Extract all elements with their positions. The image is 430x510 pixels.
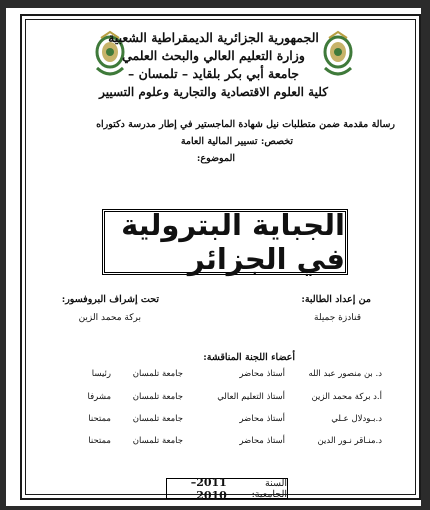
committee-row [6, 392, 421, 406]
academic-year-label: السنة الجامعية: [251, 477, 287, 500]
member-rank: أستاذ محاضر [239, 414, 285, 424]
ministry-heading: وزارة التعليم العالي والبحث العلمي [122, 48, 305, 63]
specialization: تخصص: تسيير المالية العامة [180, 136, 293, 147]
member-name: أ.د بركة محمد الزين [311, 392, 382, 402]
member-name: د. بن منصور عبد الله [308, 369, 382, 379]
committee-row [6, 436, 421, 450]
thesis-title: الجباية البترولية في الجزائر [121, 208, 345, 276]
member-role: رئيسا [91, 369, 111, 379]
member-institution: جامعة تلمسان [132, 392, 183, 402]
member-role: مشرفا [87, 392, 111, 402]
student-name: قنادزة جميلة [314, 313, 361, 323]
committee-row [6, 414, 421, 428]
republic-heading: الجمهورية الجزائرية الديمقراطية الشعبية [108, 30, 319, 45]
member-institution: جامعة تلمسان [132, 414, 183, 424]
document-page [6, 8, 421, 506]
academic-year-box [166, 475, 288, 502]
committee-row [6, 369, 421, 383]
supervisor-label: تحت إشراف البروفسور: [61, 294, 159, 305]
member-rank: أستاذ التعليم العالي [217, 392, 285, 402]
member-institution: جامعة تلمسان [132, 369, 183, 379]
supervisor-name: بركة محمد الزين [78, 313, 141, 323]
member-role: ممتحنا [88, 414, 111, 424]
committee-label: أعضاء اللجنة المناقشة: [203, 352, 295, 363]
member-name: د.منـاقر نـور الدين [317, 436, 382, 446]
member-role: ممتحنا [88, 436, 111, 446]
academic-year-value: 2011–2010 [190, 475, 227, 502]
member-name: د.بـودلال عـلي [331, 414, 382, 424]
subject-label: الموضوع: [196, 153, 235, 164]
thesis-description: رسالة مقدمة ضمن متطلبات نيل شهادة الماجستير في إطار مدرسة دكتوراه [96, 119, 395, 130]
member-institution: جامعة تلمسان [132, 436, 183, 446]
member-rank: أستاذ محاضر [239, 369, 285, 379]
member-rank: أستاذ محاضر [239, 436, 285, 446]
student-label: من إعداد الطالبة: [301, 294, 371, 305]
thesis-title-box [102, 209, 348, 275]
faculty-heading: كلية العلوم الاقتصادية والتجارية وعلوم التسيير [99, 85, 328, 99]
university-heading: جامعة أبي بكر بلقايد – تلمسان – [128, 66, 299, 81]
